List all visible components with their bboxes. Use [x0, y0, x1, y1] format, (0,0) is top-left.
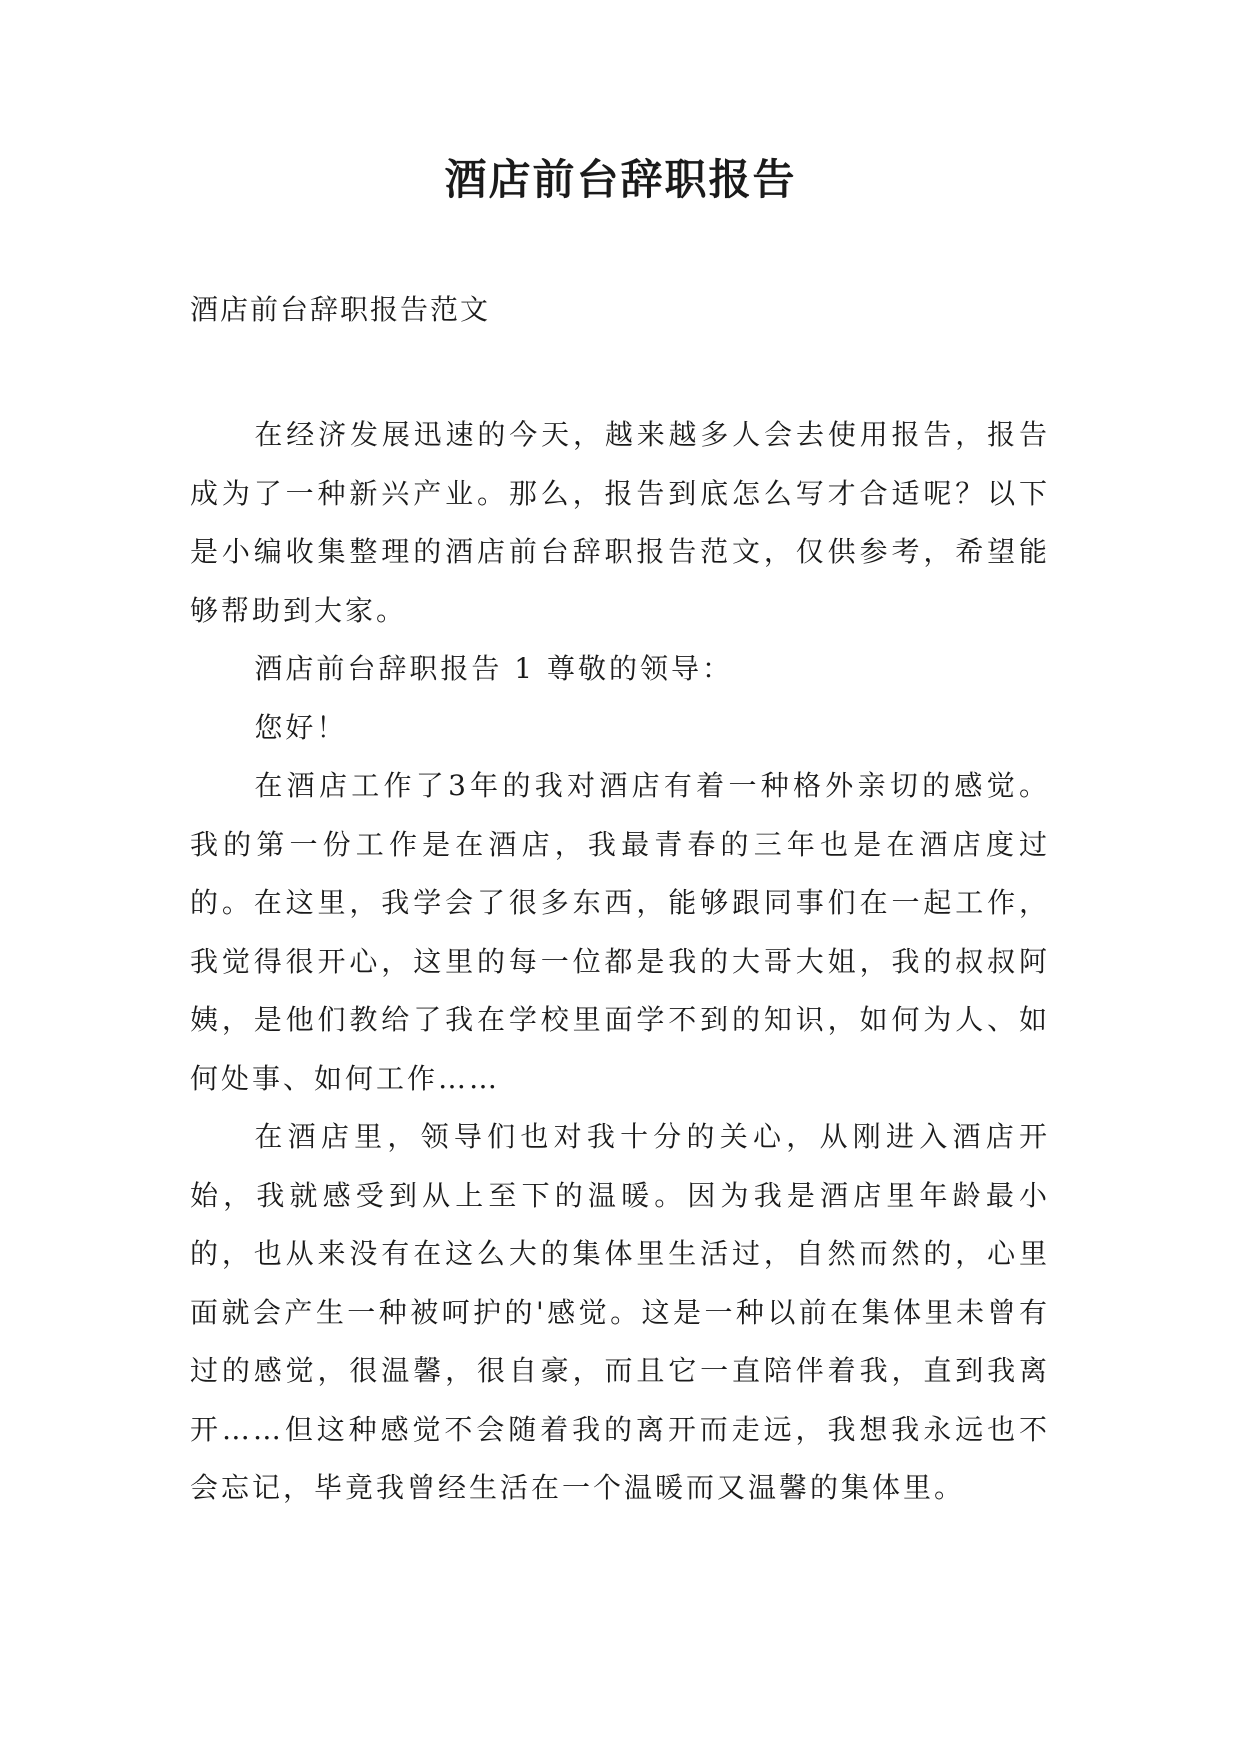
document-body: [190, 406, 1050, 1518]
document-title: 酒店前台辞职报告: [444, 155, 797, 204]
paragraph-salutation: 酒店前台辞职报告 1 尊敬的领导：: [254, 652, 734, 685]
document-subtitle: 酒店前台辞职报告范文: [190, 293, 491, 326]
paragraph-intro: 在经济发展迅速的今天，越来越多人会去使用报告，报告成为了一种新兴产业。那么，报告到底怎么写才合适呢？以下是小编收集整理的酒店前台辞职报告范文，仅供参考，希望能够帮助到大家。: [190, 418, 1050, 627]
paragraph-greeting: 您好！: [254, 710, 348, 744]
paragraph-collective-warmth: 在酒店里，领导们也对我十分的关心，从刚进入酒店开始，我就感受到从上至下的温暖。因为我是酒店里年龄最小的，也从来没有在这么大的集体里生活过，自然而然的，心里面就会产生一种被呵护的'感觉。这是一种以前在集体里未曾有过的感觉，很温馨，很自豪，而且它一直陪伴着我，直到我离开……但这种感觉不会随着我的离开而走远，我想我永远也不会忘记，毕竟我曾经生活在一个温暖而又温馨的集体里。: [190, 1120, 1050, 1504]
paragraph-work-experience: 在酒店工作了3年的我对酒店有着一种格外亲切的感觉。我的第一份工作是在酒店，我最青春的三年也是在酒店度过的。在这里，我学会了很多东西，能够跟同事们在一起工作，我觉得很开心，这里的每一位都是我的大哥大姐，我的叔叔阿姨，是他们教给了我在学校里面学不到的知识，如何为人、如何处事、如何工作……: [190, 769, 1050, 1095]
